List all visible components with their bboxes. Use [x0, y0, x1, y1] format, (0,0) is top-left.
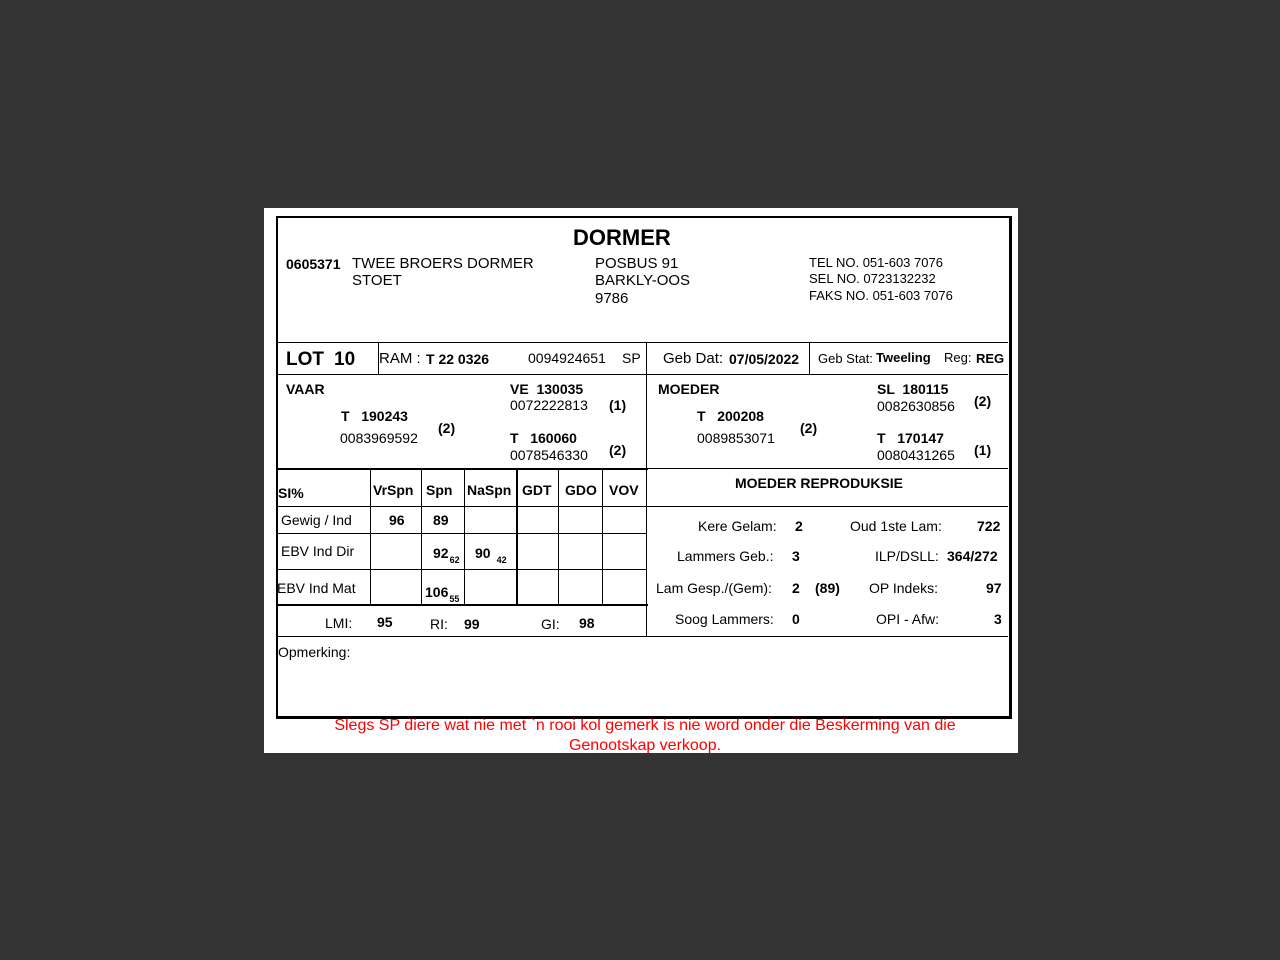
breeder-name-line1: TWEE BROERS DORMER: [352, 255, 534, 272]
lot-label: LOT: [286, 349, 324, 370]
ri-label: RI:: [430, 616, 448, 632]
lammers-geb-value: 3: [792, 548, 800, 564]
rule-lot-bottom: [277, 374, 1008, 375]
vaar-dam-reg: 0078546330: [510, 447, 588, 463]
lmi-value: 95: [377, 614, 393, 630]
rule-col-vrspn: [370, 469, 371, 605]
ri-value: 99: [464, 616, 480, 632]
rule-gebdat-divider: [809, 342, 810, 375]
rule-col-vov: [602, 469, 603, 605]
geb-dat-value: 07/05/2022: [729, 351, 800, 367]
table-header-gdo: GDO: [565, 482, 597, 498]
moeder-count: (2): [800, 420, 818, 436]
rule-col-naspn: [464, 469, 465, 605]
oud-1ste-lam-value: 722: [977, 518, 1001, 534]
opi-afw-value: 3: [994, 611, 1002, 627]
row-ebv-dir-label: EBV Ind Dir: [281, 543, 355, 559]
table-header-spn: Spn: [426, 482, 453, 498]
moeder-sire-id: SL 180115: [877, 381, 949, 397]
rule-table-row1: [277, 533, 647, 534]
vaar-sire-id: VE 130035: [510, 381, 584, 397]
rule-header-bottom: [277, 342, 1008, 343]
moeder-dam-id: T 170147: [877, 430, 944, 446]
moeder-dam-count: (1): [974, 442, 992, 458]
lam-gesp-label: Lam Gesp./(Gem):: [656, 580, 772, 596]
reg-value: REG: [976, 351, 1005, 366]
vaar-label: VAAR: [286, 381, 325, 397]
lam-gesp-value: 2: [792, 580, 800, 596]
kere-gelam-value: 2: [795, 518, 803, 534]
reg-label: Reg:: [944, 350, 972, 365]
vaar-count: (2): [438, 420, 456, 436]
opi-afw-label: OPI - Afw:: [876, 611, 940, 627]
breed-title: DORMER: [573, 225, 671, 250]
row-ebv-mat-spn-sub: 55: [449, 594, 460, 604]
row-ebv-mat-spn: [425, 584, 459, 602]
soog-lammers-label: Soog Lammers:: [675, 611, 774, 627]
rule-col-gdo: [558, 469, 559, 605]
tel-number: TEL NO. 051-603 7076: [809, 255, 943, 270]
address-line3: 9786: [595, 290, 629, 307]
rule-reproduction-title: [646, 506, 1008, 507]
vaar-id: T 190243: [341, 408, 408, 424]
table-header-si: SI%: [278, 485, 304, 501]
geb-stat-value: Tweeling: [876, 350, 931, 365]
gi-value: 98: [579, 615, 595, 631]
lam-gesp-gem-value: (89): [815, 580, 840, 596]
gi-label: GI:: [541, 616, 560, 632]
moeder-dam-reg: 0080431265: [877, 447, 955, 463]
remarks-label: Opmerking:: [278, 644, 351, 660]
address-line1: POSBUS 91: [595, 255, 679, 272]
reproduction-title: MOEDER REPRODUKSIE: [735, 475, 904, 491]
lmi-label: LMI:: [325, 615, 353, 631]
rule-pedigree-bottom-right: [646, 468, 1008, 469]
row-gewig-label: Gewig / Ind: [281, 512, 352, 528]
table-header-naspn: NaSpn: [467, 482, 512, 498]
ram-label: RAM :: [379, 350, 421, 367]
rule-table-top: [277, 468, 648, 470]
table-header-gdt: GDT: [522, 482, 552, 498]
op-indeks-label: OP Indeks:: [869, 580, 939, 596]
vaar-dam-id: T 160060: [510, 430, 577, 446]
breeder-id: 0605371: [286, 256, 341, 272]
kere-gelam-label: Kere Gelam:: [698, 518, 777, 534]
ram-class: SP: [622, 350, 641, 366]
geb-stat-label: Geb Stat:: [818, 351, 873, 366]
disclaimer-text: Slegs SP diere wat nie met `n rooi kol gemerk is nie word onder die Beskerming van die Genootskap verkoop.: [334, 717, 956, 753]
soog-lammers-value: 0: [792, 611, 800, 627]
row-ebv-dir-spn-value: 92: [433, 545, 449, 561]
row-ebv-mat-spn-value: 106: [425, 584, 449, 600]
ram-id: T 22 0326: [426, 351, 490, 367]
sel-number: SEL NO. 0723132232: [809, 271, 936, 286]
address-line2: BARKLY-OOS: [595, 272, 691, 289]
rule-pedigree-center: [646, 374, 647, 636]
rule-table-header: [277, 506, 647, 507]
op-indeks-value: 97: [986, 580, 1002, 596]
ilp-dsll-label: ILP/DSLL:: [875, 548, 939, 564]
oud-1ste-lam-label: Oud 1ste Lam:: [850, 518, 942, 534]
row-ebv-dir-spn-sub: 62: [449, 555, 460, 565]
moeder-reg: 0089853071: [697, 430, 775, 446]
table-header-vov: VOV: [609, 482, 639, 498]
row-ebv-dir-spn: [433, 545, 460, 563]
rule-col-gdt: [516, 469, 518, 605]
rule-sp-divider: [646, 342, 647, 375]
lammers-geb-label: Lammers Geb.:: [677, 548, 774, 564]
row-gewig-spn: 89: [433, 512, 449, 528]
vaar-sire-reg: 0072222813: [510, 397, 588, 413]
rule-col-spn: [421, 469, 422, 605]
vaar-dam-count: (2): [609, 442, 627, 458]
moeder-label: MOEDER: [658, 381, 720, 397]
breeder-name-line2: STOET: [352, 272, 402, 289]
row-gewig-vrspn: 96: [389, 512, 405, 528]
geb-dat-label: Geb Dat:: [663, 350, 724, 367]
row-ebv-dir-naspn: [475, 545, 507, 563]
table-header-vrspn: VrSpn: [373, 482, 414, 498]
moeder-sire-count: (2): [974, 393, 992, 409]
row-ebv-dir-naspn-sub: 42: [496, 555, 507, 565]
rule-table-row2: [277, 569, 647, 570]
rule-table-bottom: [277, 604, 648, 606]
vaar-reg: 0083969592: [340, 430, 418, 446]
vaar-sire-count: (1): [609, 397, 627, 413]
lot-number: 10: [334, 349, 356, 370]
moeder-sire-reg: 0082630856: [877, 398, 955, 414]
ram-reg-number: 0094924651: [528, 350, 606, 366]
moeder-id: T 200208: [697, 408, 764, 424]
row-ebv-mat-label: EBV Ind Mat: [277, 580, 356, 596]
rule-remarks-top: [277, 636, 1008, 637]
row-ebv-dir-naspn-value: 90: [475, 545, 491, 561]
ilp-dsll-value: 364/272: [947, 548, 998, 564]
faks-number: FAKS NO. 051-603 7076: [809, 288, 953, 303]
